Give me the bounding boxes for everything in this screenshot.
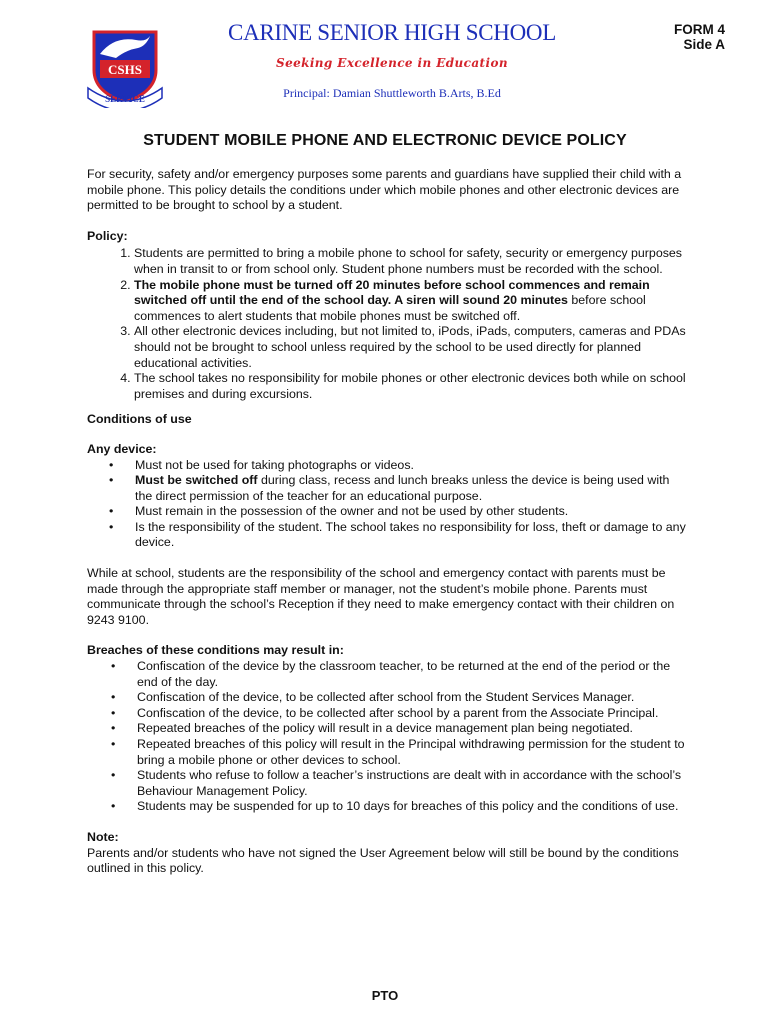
policy-item-text: Students are permitted to bring a mobile phone to school for safety, security or emergency purposes when in transit to or from school only. Student phone numbers must be recorded with the school. bbox=[134, 246, 683, 276]
list-item-text: Must remain in the possession of the owner and not be used by other students. bbox=[135, 504, 569, 519]
list-item-text: during class, recess and lunch breaks unless the device is being used with the direct permission of the teacher for an educational purpose. bbox=[135, 473, 670, 503]
any-device-list bbox=[87, 458, 687, 552]
any-device-heading: Any device: bbox=[87, 441, 157, 456]
list-item: • Confiscation of the device, to be collected after school by a parent from the Associate Principal. bbox=[137, 706, 687, 722]
school-name: CARINE SENIOR HIGH SCHOOL bbox=[228, 20, 556, 45]
list-item bbox=[135, 520, 687, 551]
policy-item bbox=[134, 278, 687, 325]
while-at-school-paragraph: While at school, students are the responsibility of the school and emergency contact with parents must be made through the appropriate staff member or manager, not the student’s mobile phone. Parents must communicate through the school’s Reception if they need to make emergency contact with their children on 9243 9100. bbox=[87, 566, 675, 627]
form-label: FORM 4 bbox=[673, 22, 725, 37]
policy-heading: Policy: bbox=[87, 228, 128, 243]
side-label: Side A bbox=[683, 37, 725, 52]
list-item: • Students may be suspended for up to 10 days for breaches of this policy and the conditions of use. bbox=[137, 799, 687, 815]
list-item-text: Must not be used for taking photographs or videos. bbox=[135, 457, 414, 472]
policy-item-bold: The mobile phone must be turned off 20 minutes before school commences and remain switched off until the end of the school day. A siren will sound 20 minutes bbox=[134, 277, 650, 308]
policy-item bbox=[134, 371, 687, 402]
school-motto: Seeking Excellence in Education bbox=[276, 56, 508, 70]
list-item: • Students who refuse to follow a teacher’s instructions are dealt with in accordance with the school’s Behaviour Management Policy. bbox=[137, 768, 687, 799]
pto-label: PTO bbox=[371, 988, 399, 1003]
list-item bbox=[135, 473, 687, 504]
list-item: • Confiscation of the device by the classroom teacher, to be returned at the end of the period or the end of the day. bbox=[137, 659, 687, 690]
list-item bbox=[135, 504, 687, 520]
policy-item-text: before school commences to alert students that mobile phones must be switched off. bbox=[134, 293, 646, 323]
school-crest-logo bbox=[86, 28, 164, 108]
conditions-heading: Conditions of use bbox=[87, 412, 192, 427]
policy-item-text: The school takes no responsibility for mobile phones or other electronic devices both while on school premises and during excursions. bbox=[134, 371, 686, 401]
list-item: • Repeated breaches of the policy will result in a device management plan being negotiated. bbox=[137, 721, 687, 737]
form-tag bbox=[674, 22, 725, 52]
list-item bbox=[135, 458, 687, 474]
breaches-list bbox=[87, 659, 687, 815]
list-item: • Repeated breaches of this policy will result in the Principal withdrawing permission for the student to bring a mobile phone or other devices to school. bbox=[137, 737, 687, 768]
policy-list bbox=[87, 246, 687, 402]
list-item: • Confiscation of the device, to be collected after school from the Student Services Manager. bbox=[137, 690, 687, 706]
crest-text: CSHS bbox=[108, 62, 142, 77]
list-item-bold: Must be switched off bbox=[135, 473, 258, 488]
policy-item bbox=[134, 324, 687, 371]
page-title: STUDENT MOBILE PHONE AND ELECTRONIC DEVICE POLICY bbox=[143, 132, 627, 149]
list-item-text: Is the responsibility of the student. The school takes no responsibility for loss, theft or damage to any device. bbox=[135, 519, 686, 550]
policy-item bbox=[134, 246, 687, 277]
principal-line: Principal: Damian Shuttleworth B.Arts, B.Ed bbox=[283, 86, 501, 100]
note-heading: Note: bbox=[87, 829, 119, 844]
intro-paragraph: For security, safety and/or emergency purposes some parents and guardians have supplied their child with a mobile phone. This policy details the conditions under which mobile phones and other electronic devices are permitted to be brought to school by a student. bbox=[87, 167, 682, 213]
policy-body bbox=[87, 167, 687, 877]
note-text: Parents and/or students who have not signed the User Agreement below will still be bound by the conditions outlined in this policy. bbox=[87, 845, 679, 876]
breaches-heading: Breaches of these conditions may result in: bbox=[87, 643, 344, 658]
policy-item-text: All other electronic devices including, but not limited to, iPods, iPads, computers, cameras and PDAs should not be brought to school unless required by the school to be used directly for planned educational activities. bbox=[134, 324, 686, 370]
crest-scroll-text: SERVICE bbox=[105, 94, 145, 104]
